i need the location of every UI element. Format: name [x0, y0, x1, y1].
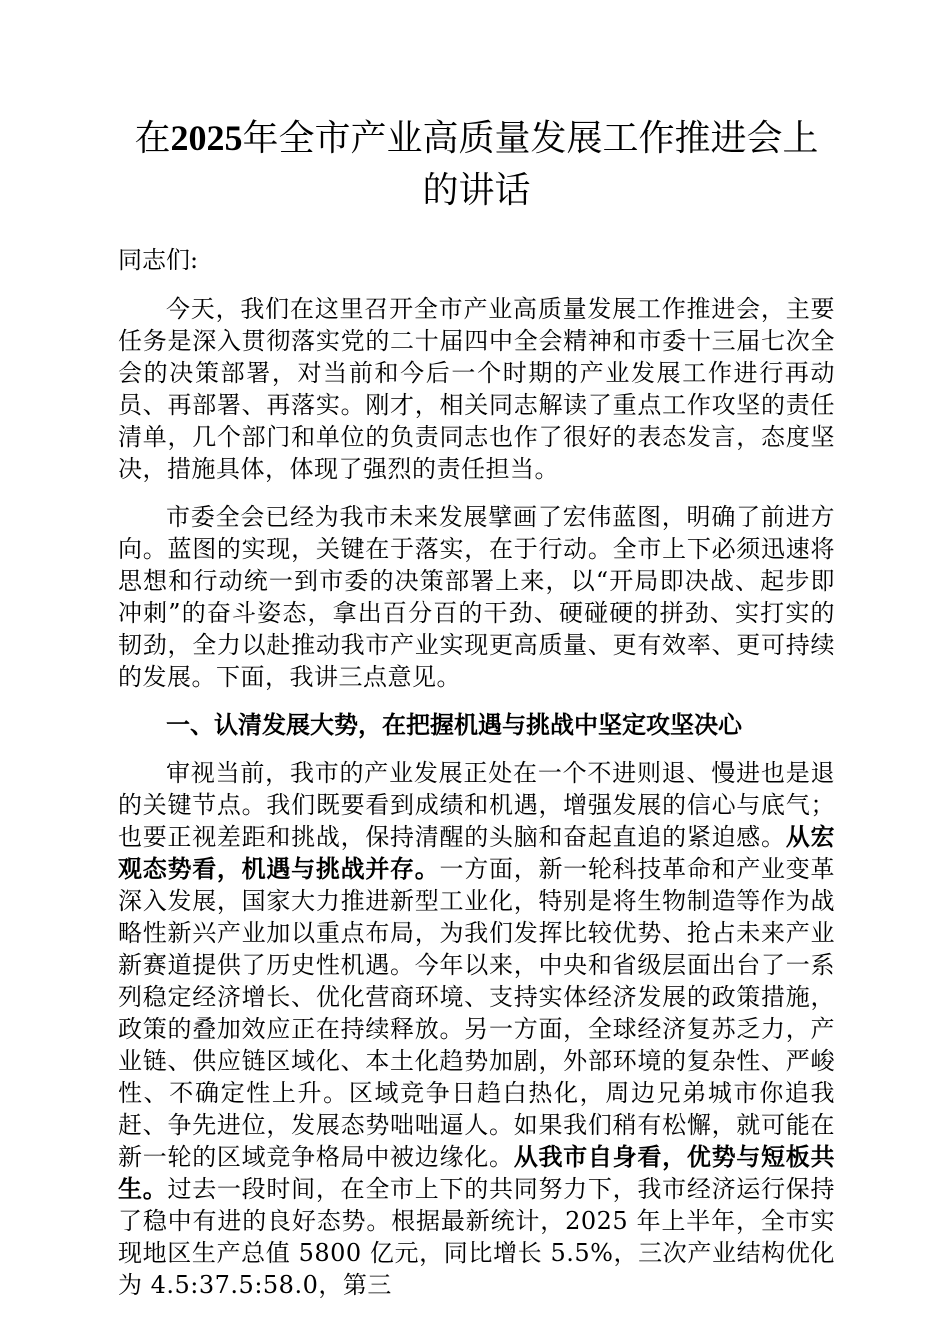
section-heading-1: 一、认清发展大势，在把握机遇与挑战中坚定攻坚决心 — [166, 711, 742, 739]
title-prefix: 在 — [134, 118, 171, 159]
section1-text-1: 审视当前，我市的产业发展正处在一个不进则退、慢进也是退的关键节点。我们既要看到成绩和机遇，增强发展的信心与底气；也要正视差距和挑战，保持清醒的头脑和奋起直追的紧迫感。 — [118, 759, 835, 851]
document-title — [118, 112, 835, 217]
paragraph-opening: 今天，我们在这里召开全市产业高质量发展工作推进会，主要任务是深入贯彻落实党的二十届四中全会精神和市委十三届七次全会的决策部署，对当前和今后一个时期的产业发展工作进行再动员、再部署、再落实。刚才，相关同志解读了重点工作攻坚的责任清单，几个部门和单位的负责同志也作了很好的表态发言，态度坚决，措施具体，体现了强烈的责任担当。 — [118, 295, 835, 483]
section1-text-2: 一方面，新一轮科技革命和产业变革深入发展，国家大力推进新型工业化，特别是将生物制造等作为战略性新兴产业加以重点布局，为我们发挥比较优势、抢占未来产业新赛道提供了历史性机遇。今年以来，中央和省级层面出台了一系列稳定经济增长、优化营商环境、支持实体经济发展的政策措施，政策的叠加效应正在持续释放。另一方面，全球经济复苏乏力，产业链、供应链区域化、本土化趋势加剧，外部环境的复杂性、严峻性、不确定性上升。区域竞争日趋白热化，周边兄弟城市你追我赶、争先进位，发展态势咄咄逼人。如果我们稍有松懈，就可能在新一轮的区域竞争格局中被边缘化。 — [118, 855, 836, 1171]
section1-text-3: 过去一段时间，在全市上下的共同努力下，我市经济运行保持了稳中有进的良好态势。根据最新统计，2025 年上半年，全市实现地区生产总值 5800 亿元，同比增长 5.5%，三次产业结构优化为 4.5:37.5:58.0，第三 — [118, 1175, 836, 1299]
section1-bold-2: 从我市自身看，优势与短板共生。 — [118, 1142, 836, 1203]
paragraph-intro: 市委全会已经为我市未来发展擘画了宏伟蓝图，明确了前进方向。蓝图的实现，关键在于落实，在于行动。全市上下必须迅速将思想和行动统一到市委的决策部署上来，以“开局即决战、起步即冲刺”的奋斗姿态，拿出百分百的干劲、硬碰硬的拼劲、实打实的韧劲，全力以赴推动我市产业实现更高质量、更有效率、更可持续的发展。下面，我讲三点意见。 — [118, 503, 835, 691]
title-rest: 年全市产业高质量发展工作推进会上的讲话 — [242, 118, 819, 211]
paragraph-section1 — [118, 757, 835, 1301]
section1-bold-1: 从宏观态势看，机遇与挑战并存。 — [118, 822, 835, 883]
salutation: 同志们: — [118, 246, 199, 274]
title-year: 2025 — [170, 118, 243, 158]
